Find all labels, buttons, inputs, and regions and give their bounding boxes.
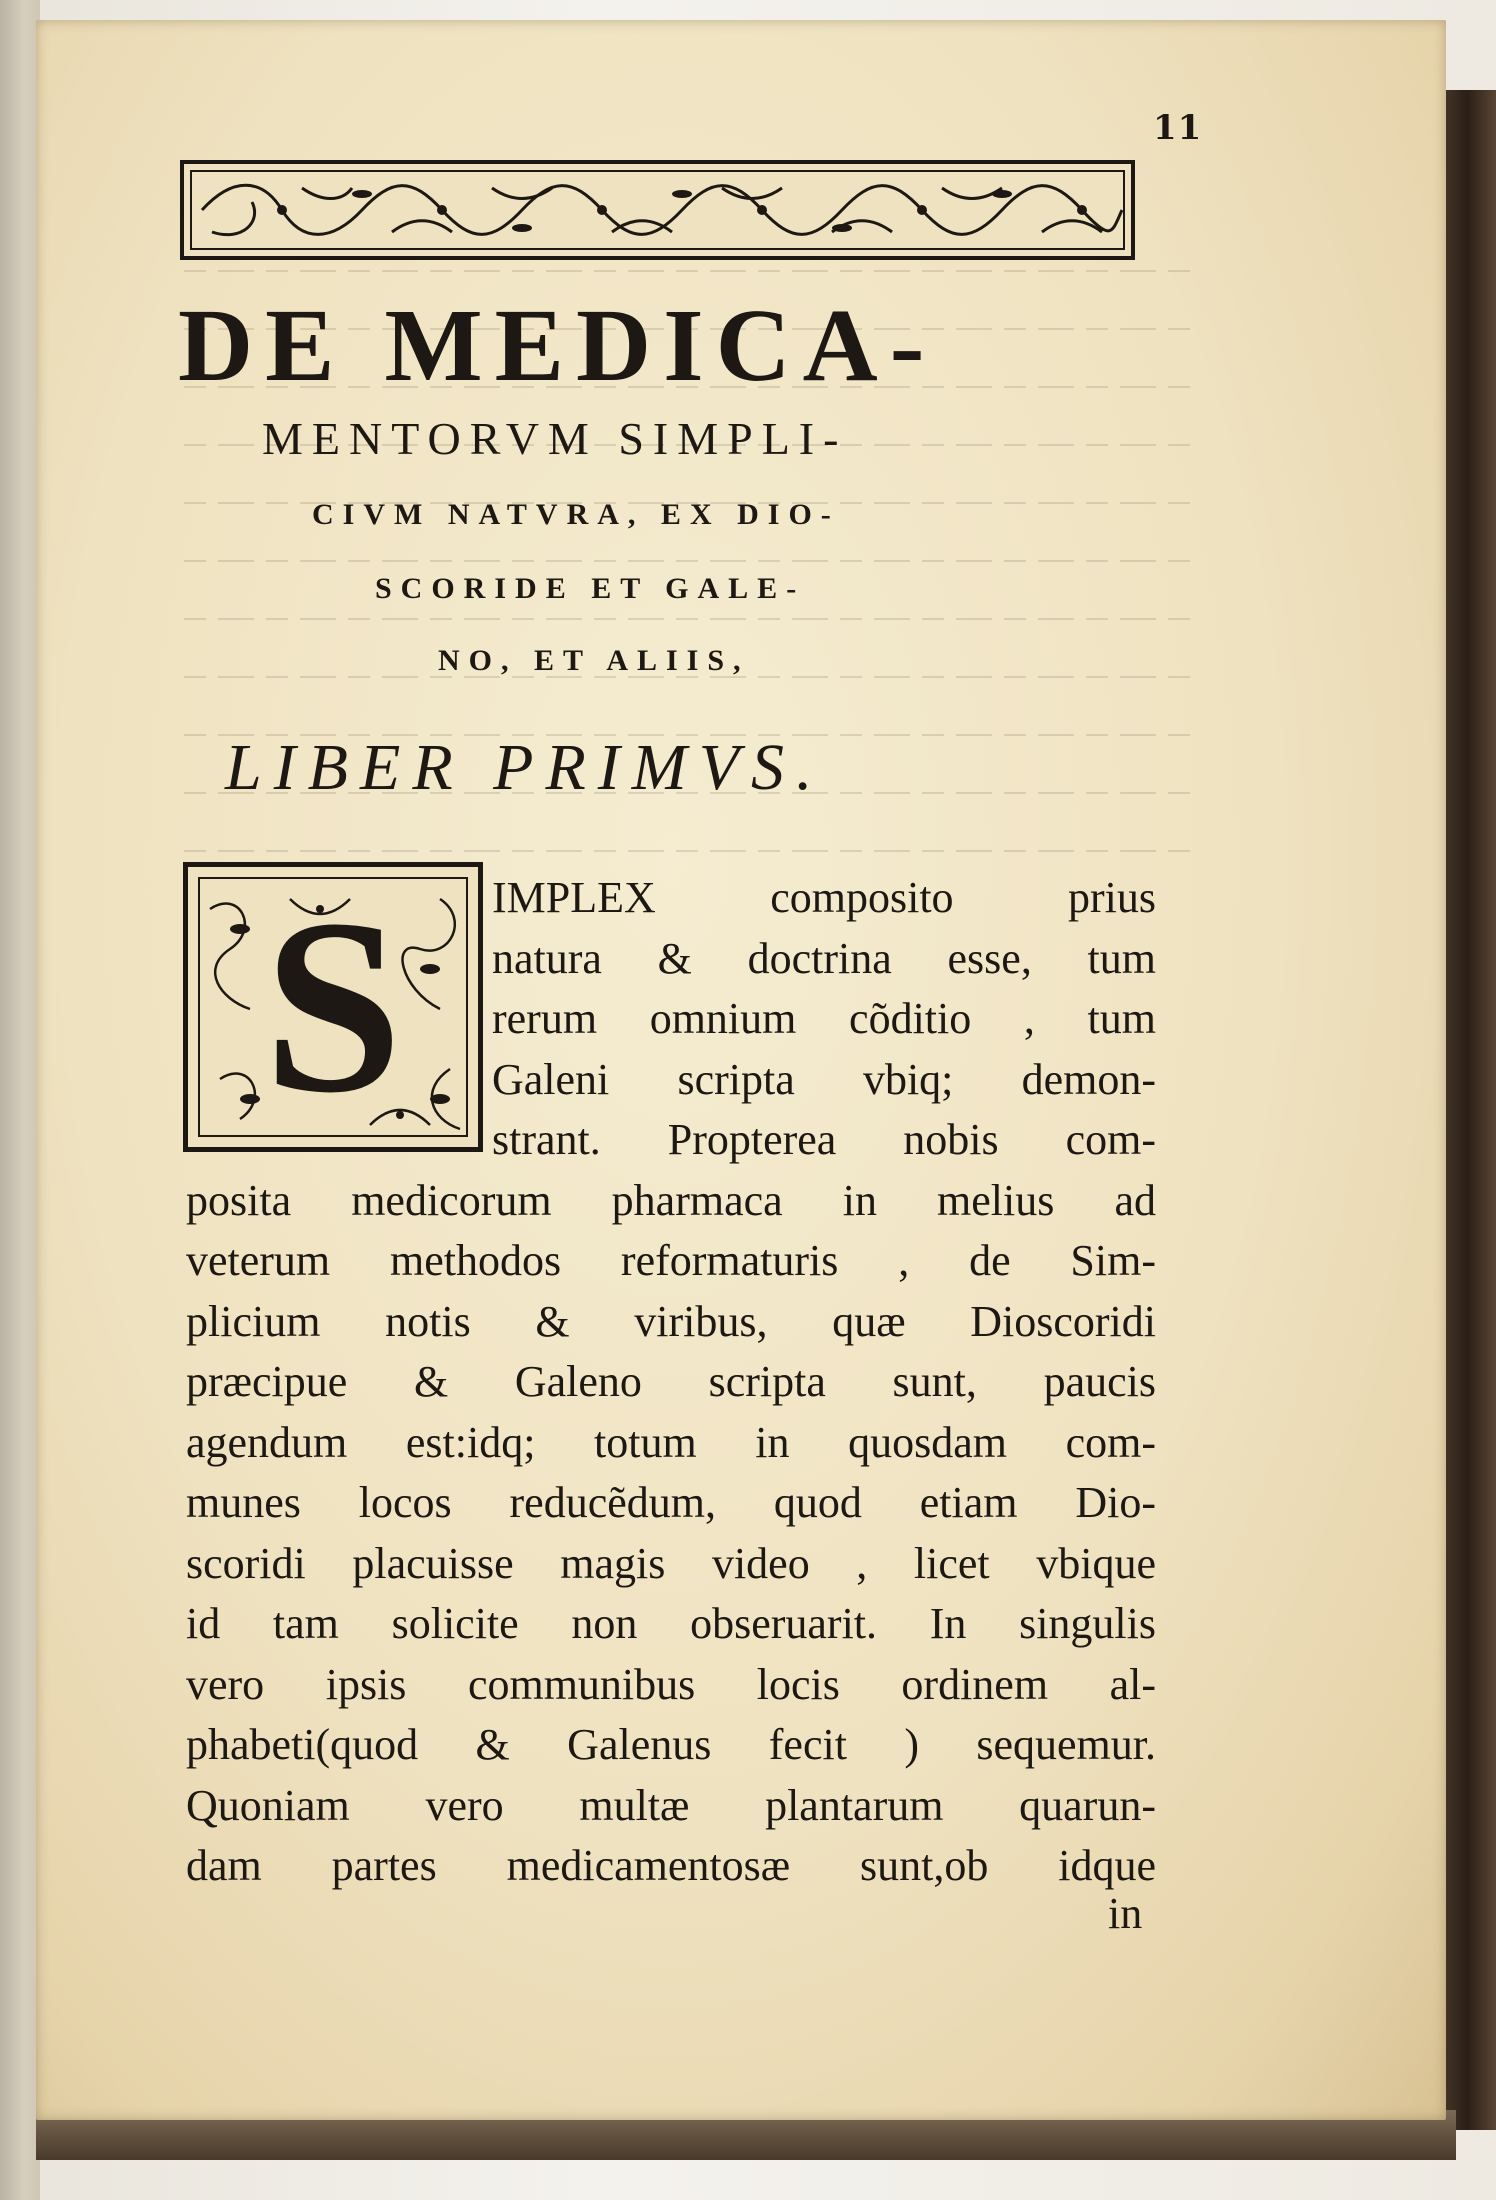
body-line-1: IMPLEX composito prius — [492, 873, 1156, 922]
left-binding-edge — [0, 0, 40, 2200]
floral-headpiece-icon — [190, 170, 1125, 250]
title-line-5: NO, ET ALIIS, — [438, 644, 750, 677]
title-line-2: MENTORVM SIMPLI- — [262, 413, 848, 464]
body-line-4: Galeni scripta vbiq; demon- — [492, 1054, 1156, 1104]
body-line-6: posita medicorum pharmaca in melius ad — [186, 1175, 1156, 1225]
body-text — [186, 868, 1156, 1897]
body-line-9: præcipue & Galeno scripta sunt, paucis — [186, 1357, 1156, 1406]
body-line-13: id tam solicite non obseruarit. In singulis — [186, 1599, 1156, 1648]
title-line-1: DE MEDICA- — [178, 288, 937, 403]
body-line-5: strant. Propterea nobis com- — [492, 1115, 1156, 1164]
book-heading: LIBER PRIMVS. — [225, 731, 825, 804]
catchword: in — [1108, 1889, 1143, 1938]
body-line-16: Quoniam vero multæ plantarum quarun- — [186, 1780, 1156, 1830]
body-line-17: dam partes medicamentosæ sunt,ob idque — [186, 1841, 1156, 1890]
body-line-3: rerum omnium cõditio , tum — [492, 994, 1156, 1043]
body-line-8: plicium notis & viribus, quæ Dioscoridi — [186, 1296, 1156, 1346]
body-line-10: agendum est:idq; totum in quosdam com- — [186, 1417, 1156, 1467]
page-number: 11 — [1153, 108, 1203, 148]
body-line-14: vero ipsis communibus locis ordinem al- — [186, 1659, 1156, 1709]
headpiece-ornament — [180, 160, 1135, 260]
body-line-12: scoridi placuisse magis video , licet vbique — [186, 1538, 1156, 1588]
initial-letter: S — [263, 877, 403, 1137]
title-line-4: SCORIDE ET GALE- — [375, 572, 806, 605]
title-line-3: CIVM NATVRA, EX DIO- — [312, 498, 840, 531]
body-line-7: veterum methodos reformaturis , de Sim- — [186, 1236, 1156, 1285]
body-line-11: munes locos reducẽdum, quod etiam Dio- — [186, 1478, 1156, 1527]
book-spine — [1438, 90, 1496, 2130]
body-line-15: phabeti(quod & Galenus fecit ) sequemur. — [186, 1720, 1156, 1769]
body-line-2: natura & doctrina esse, tum — [492, 933, 1156, 983]
